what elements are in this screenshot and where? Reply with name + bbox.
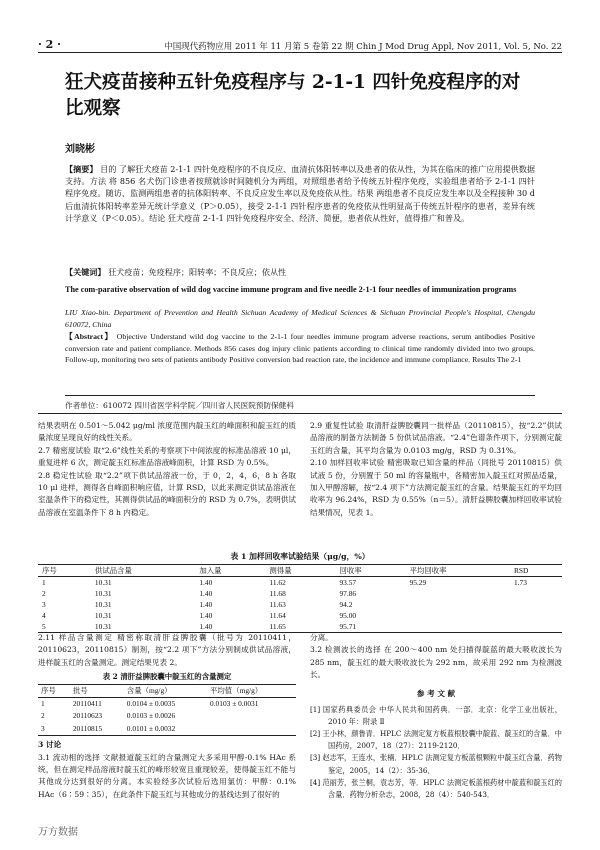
table-row	[38, 599, 562, 610]
table-cell: 20110411	[72, 699, 102, 709]
table-cell	[510, 588, 562, 599]
table-cell: 1	[41, 699, 45, 709]
keywords-cn-label: 【关键词】	[65, 267, 106, 277]
table-cell: 2	[41, 711, 45, 721]
table-cell: 11.68	[269, 589, 286, 598]
table-row	[38, 698, 296, 711]
table-cell: 0.0103 ± 0.0026	[126, 711, 176, 721]
table-cell: 1.40	[199, 600, 213, 609]
table-cell: 3	[42, 600, 46, 609]
recovery-paragraph: 2.10 加样回收率试验 精密吸取已知含量的样品（同批号 20110815）供试液 5 份，分别置于 50 ml 的容量瓶中，各精密加入靛玉红对照品适量，加入甲醇溶解，按“2.4 项下”方法测定靛玉红的含量。结果靛玉红的平均回收率为 96.24%，RSD 为 0.55%（n＝5）。清肝益脾胶囊加样回收率试验结果情况，见表 1。	[310, 458, 562, 517]
stability-paragraph: 2.8 稳定性试验 取“2.2”项下供试品溶液一份，于 0，2，4，6，8 h 各取 10 μl 进样，测得各自峰面积响应值，计算 RSD，以此来测定供试品溶液在室温条件下的稳定性，其测得供试品的峰面积分的 RSD 为 0.7%，表明供试品溶液在室温条件下 8 h 内稳定。	[38, 470, 296, 517]
table-cell: 20110815	[72, 723, 103, 733]
keywords-cn-text: 狂犬疫苗；免疫程序；阳转率；不良反应；依从性	[108, 267, 287, 277]
table1-col-rsd: RSD	[510, 565, 562, 577]
table2-col-index: 序号	[38, 684, 70, 697]
table-row	[38, 588, 562, 599]
english-title: The com-parative observation of wild dog vaccine immune program and five needle 2-1-1 four needles of immunization programs	[65, 285, 517, 294]
table2	[38, 684, 296, 737]
reference-item: [4] 范丽芳，张兰桐，袁志芳，等．HPLC 法测定板蓝根药材中靛蓝和靛玉红的含量．药物分析杂志，2008，28（4）：540-543．	[310, 777, 562, 799]
references-heading: 参 考 文 献	[416, 688, 456, 698]
page-number: · 2 ·	[38, 38, 61, 51]
journal-citation: 中国现代药物应用 2011 年 11 月第 5 卷第 22 期 Chin J Mod Drug Appl, Nov 2011, Vol. 5, No. 22	[164, 42, 562, 52]
table-header-row	[38, 565, 562, 577]
table1-col-measured: 测得量	[265, 565, 335, 577]
reference-item: [3] 赵志军，王连水，张楠．HPLC 法测定复方板蓝根颗粒中靛玉红含量．药物鉴定，2005，14（2）：35-36．	[310, 753, 562, 775]
repeatability-paragraph: 2.9 重复性试验 取清肝益脾胶囊同一批样品（20110815），按“2.2”供试品溶液的制备方法制备 5 份供试品溶液。“2.4”色谱条件项下，分别测定靛玉红的含量，其平均含量为 0.0103 mg/g，RSD 为 0.31%。	[310, 421, 562, 455]
left-column-bottom	[38, 632, 296, 801]
table-cell: 11.62	[269, 578, 286, 587]
table2-col-content: 含量（mg/g）	[124, 684, 207, 697]
article-title: 狂犬疫苗接种五针免疫程序与 2-1-1 四针免疫程序的对比观察	[65, 72, 521, 119]
table-cell: 95.00	[339, 611, 357, 620]
reference-item: [1] 国家药典委员会 中华人民共和国药典．一部．北京：化学工业出版社，2010 年：附录 Ⅱ	[310, 705, 562, 727]
table-cell: 0.0104 ± 0.0035	[126, 699, 176, 709]
table-cell: 1	[42, 578, 46, 587]
table-cell: 11.63	[269, 600, 286, 609]
table-cell: 1.40	[199, 578, 213, 587]
table-cell	[406, 588, 510, 599]
table-cell: 10.31	[94, 600, 112, 609]
precision-paragraph: 2.7 精密度试验 取“2.6”线性关系的考察项下中间浓度的标准品溶液 10 μl，重复进样 6 次，测定靛玉红标准品溶液峰面积，计算 RSD 为 0.5%。	[38, 445, 296, 468]
table-cell	[406, 621, 510, 633]
table2-col-batch: 批号	[70, 684, 124, 697]
keywords-cn	[65, 266, 535, 278]
section-heading: 3 讨论	[38, 740, 62, 750]
author-unit: 作者单位：610072 四川省医学科学院／四川省人民医院预防保健科	[65, 401, 294, 410]
abstract-cn-text: 目的 了解狂犬疫苗 2-1-1 四针免疫程序的不良反应、血清抗体阳转率以及患者的依从性，为其在临床的推广应用提供数据支持。方法 将 856 名犬伤门诊患者按照就诊时间随机分为两组，对照组患者给予传统五针程序免疫，实验组患者给予 2-1-1 四针程序免疫。随访、监测两组患者的抗体阳转率、不良反应发生率以及免疫依从性。结果 两组患者不良反应发生率以及全程接种 30 d 后血清抗体阳转率差异无统计学意义（P＞0.05），接受 2-1-1 四针程序患者的免疫依从性明显高于传统五针程序的患者，差异有统计学意义（P＜0.05）。结论 狂犬疫苗 2-1-1 四针免疫程序安全、经济、简便，患者依从性好，值得推广和普及。	[65, 164, 535, 223]
table-cell: 93.57	[339, 578, 357, 587]
author-name: 刘晓彬	[65, 144, 95, 155]
reference-list	[310, 704, 562, 801]
continued-paragraph: 分离。	[310, 633, 333, 642]
table-row	[38, 710, 296, 722]
table-cell: 2	[42, 589, 46, 598]
table1-caption: 表 1 加样回收率试验结果（μg/g，%）	[230, 552, 370, 561]
table-row	[38, 610, 562, 621]
table-cell: 10.31	[94, 611, 112, 620]
table2-col-mean: 平均值（mg/g）	[207, 684, 296, 697]
table-cell: 4	[42, 611, 46, 620]
table1-col-index: 序号	[38, 565, 91, 577]
wavelength-paragraph: 3.2 检测波长的选择 在 200～400 nm 处扫描得靛蓝的最大吸收波长为 285 nm，靛玉红的最大吸收波长为 292 nm，故采用 292 nm 为检测波长。	[310, 645, 562, 680]
header-rule	[38, 52, 562, 53]
table-cell	[406, 610, 510, 621]
table-header-row	[38, 684, 296, 697]
table-cell: 0.0101 ± 0.0032	[126, 723, 176, 733]
abstract-en	[65, 331, 535, 366]
footnote-rule	[65, 395, 535, 396]
table1-col-sample: 供试品含量	[91, 565, 195, 577]
table-cell	[207, 710, 296, 722]
table-cell: 95.29	[409, 578, 427, 587]
table-row	[38, 621, 562, 633]
table-cell: 5	[42, 622, 46, 631]
table-cell: 10.31	[94, 578, 112, 587]
table-cell: 1.73	[513, 578, 527, 587]
table-cell: 3	[41, 723, 45, 733]
table-cell: 97.86	[339, 589, 357, 598]
table-cell: 10.31	[94, 589, 112, 598]
right-column-top	[310, 420, 562, 519]
right-column-bottom	[310, 632, 562, 801]
table-row	[38, 723, 296, 736]
table-cell	[510, 610, 562, 621]
abstract-en-text: Objective Understand wild dog vaccine to the 2-1-1 four needles immune program adverse reactions, serum antibodies Positive conversion rate and patient compliance. Methods 856 cases dog injury clinic patients according to clinical time randomly divided into two groups. Follow-up, monitoring two sets of patients antibody Positive conversion bad reaction rate, the incidence and immune compliance. Results The 2-1	[65, 332, 535, 364]
abstract-en-label: 【Abstract】	[65, 332, 114, 341]
table1-col-added: 加入量	[195, 565, 265, 577]
reference-item: [2] 王小林，颜鲁青．HPLC 法测定复方板蓝根胶囊中靛蓝、靛玉红的含量．中国药房，2007，18（27）：2119-2120．	[310, 729, 562, 751]
table1	[38, 564, 562, 633]
table-cell: 11.64	[269, 611, 286, 620]
table-cell: 1.40	[199, 611, 213, 620]
linearity-paragraph: 结果表明在 0.501～5.042 μg/ml 浓度范围内靛玉红的峰面积和靛玉红的质量浓度呈现良好的线性关系。	[38, 421, 296, 443]
table-cell: 1.40	[199, 589, 213, 598]
content-paragraph: 2.11 样品含量测定 精密称取清肝益脾胶囊（批号为 20110411，20110623，20110815）制剂，按“2.2 项下”方法分别制成供试品溶液，进样靛玉红的含量测定。测定结果见表 2。	[38, 633, 296, 667]
table-cell: 95.71	[339, 622, 357, 631]
table1-col-mean: 平均回收率	[406, 565, 510, 577]
table-cell	[207, 723, 296, 736]
table-cell: 94.2	[339, 600, 353, 609]
english-author: LIU Xiao-bin. Department of Prevention and Health Sichuan Academy of Medical Sciences & Sichuan Provincial People's Hospital, Chengdu 610072, China	[65, 308, 535, 329]
table-cell: 1.40	[199, 622, 213, 631]
watermark: 万方数据	[38, 827, 78, 838]
abstract-cn	[65, 163, 535, 224]
abstract-cn-label: 【摘要】	[65, 164, 98, 174]
left-column-top	[38, 420, 296, 519]
table-cell: 0.0103 ± 0.0031	[210, 699, 259, 709]
section-rule	[38, 413, 562, 414]
table2-caption: 表 2 清肝益脾胶囊中靛玉红的含量测定	[102, 672, 232, 682]
table-cell	[510, 599, 562, 610]
table-row	[38, 577, 562, 589]
table-cell: 20110623	[72, 711, 103, 721]
table-cell	[510, 621, 562, 633]
table1-col-recovery: 回收率	[335, 565, 405, 577]
table-cell: 10.31	[94, 622, 112, 631]
table-cell	[406, 599, 510, 610]
mobile-phase-paragraph: 3.1 流动相的选择 文献报道靛玉红的含量测定大多采用甲醇-0.1% HAc 系统，但在测定样品溶液时靛玉红的峰形较宽且重现较差，使得靛玉红不能与其他成分达到很好的分离。本实验经多次试验后选用氯仿：甲醇：0.1% HAc（6∶59∶35），在此条件下靛玉红与其他成分的基线达到了很好的	[38, 752, 296, 799]
table-cell: 11.65	[269, 622, 286, 631]
